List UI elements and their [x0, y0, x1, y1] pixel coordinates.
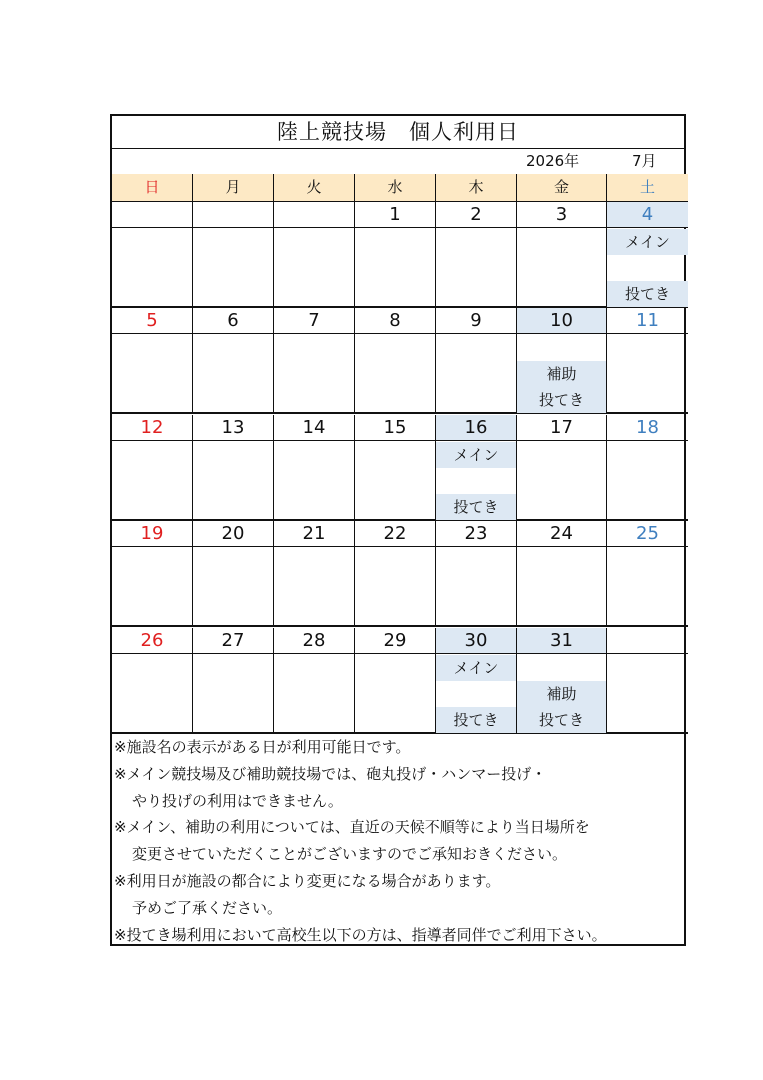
day-number: 31: [517, 628, 606, 654]
day-number: 10: [517, 308, 606, 334]
day-number: 18: [607, 415, 688, 441]
day-cell: [517, 308, 607, 414]
day-number: 30: [436, 628, 516, 654]
note-line: ※メイン、補助の利用については、直近の天候不順等により当日場所を: [114, 818, 590, 837]
facility-label: 投てき: [517, 387, 606, 413]
day-number: 25: [607, 521, 688, 547]
day-number: 16: [436, 415, 516, 441]
note-line: 変更させていただくことがございますのでご承知おきください。: [132, 845, 568, 864]
day-cell: [355, 415, 436, 521]
day-number: 23: [436, 521, 516, 547]
day-number: 4: [607, 202, 688, 228]
day-number: 1: [355, 202, 435, 228]
day-cell: [517, 202, 607, 308]
note-line: ※投てき場利用において高校生以下の方は、指導者同伴でご利用下さい。: [114, 925, 607, 944]
day-cell: [607, 628, 688, 734]
page-title: 陸上競技場 個人利用日: [112, 116, 684, 149]
facility-label: 補助: [517, 361, 606, 387]
day-number: [274, 202, 354, 228]
facility-label: 投てき: [436, 707, 516, 733]
day-cell: [193, 628, 274, 734]
day-cell: [274, 521, 355, 627]
day-number: 8: [355, 308, 435, 334]
note-line: ※利用日が施設の都合により変更になる場合があります。: [114, 871, 501, 890]
day-cell: [355, 521, 436, 627]
day-cell: [517, 628, 607, 734]
day-cell: [274, 308, 355, 414]
day-number: 3: [517, 202, 606, 228]
weekday-header-cell: 水: [355, 174, 436, 202]
day-number: 24: [517, 521, 606, 547]
facility-label: 投てき: [607, 281, 688, 307]
day-cell: [607, 308, 688, 414]
year-month-row: [112, 148, 684, 175]
note-line: 予めご了承ください。: [132, 898, 283, 917]
note-line: ※メイン競技場及び補助競技場では、砲丸投げ・ハンマー投げ・: [114, 764, 547, 783]
facility-label: メイン: [436, 442, 516, 468]
weekday-header-cell: 金: [517, 174, 607, 202]
day-number: 12: [112, 415, 192, 441]
day-number: 15: [355, 415, 435, 441]
day-number: 13: [193, 415, 273, 441]
facility-label: 投てき: [517, 707, 606, 733]
day-number: 26: [112, 628, 192, 654]
day-number: 22: [355, 521, 435, 547]
day-number: [112, 202, 192, 228]
notes-section: [112, 734, 686, 944]
day-cell: [112, 202, 193, 308]
day-cell: [607, 415, 688, 521]
day-cell: [436, 628, 517, 734]
day-number: 7: [274, 308, 354, 334]
day-cell: [607, 202, 688, 308]
day-cell: [355, 202, 436, 308]
day-cell: [193, 521, 274, 627]
day-number: 21: [274, 521, 354, 547]
calendar-document: [110, 114, 686, 946]
day-cell: [517, 415, 607, 521]
day-number: [607, 628, 688, 654]
day-cell: [274, 415, 355, 521]
day-cell: [607, 521, 688, 627]
day-cell: [112, 308, 193, 414]
note-line: ※施設名の表示がある日が利用可能日です。: [114, 738, 411, 756]
weekday-header-cell: 土: [607, 174, 688, 202]
day-cell: [436, 521, 517, 627]
weekday-header-cell: 火: [274, 174, 355, 202]
day-number: 29: [355, 628, 435, 654]
month-label: 7月: [632, 152, 657, 170]
year-label: 2026年: [526, 152, 580, 170]
day-number: 11: [607, 308, 688, 334]
day-number: 14: [274, 415, 354, 441]
day-cell: [274, 202, 355, 308]
note-line: やり投げの利用はできません。: [132, 791, 343, 810]
day-number: 6: [193, 308, 273, 334]
weekday-header-cell: 月: [193, 174, 274, 202]
day-cell: [436, 308, 517, 414]
facility-label: 補助: [517, 681, 606, 707]
day-cell: [193, 202, 274, 308]
day-number: [193, 202, 273, 228]
day-cell: [355, 308, 436, 414]
day-number: 2: [436, 202, 516, 228]
day-number: 9: [436, 308, 516, 334]
day-cell: [274, 628, 355, 734]
day-number: 20: [193, 521, 273, 547]
day-number: 17: [517, 415, 606, 441]
day-cell: [112, 415, 193, 521]
day-number: 28: [274, 628, 354, 654]
day-cell: [436, 202, 517, 308]
facility-label: メイン: [607, 229, 688, 255]
facility-label: 投てき: [436, 494, 516, 520]
day-number: 5: [112, 308, 192, 334]
day-cell: [193, 308, 274, 414]
day-cell: [112, 628, 193, 734]
weekday-header-cell: 日: [112, 174, 193, 202]
day-cell: [193, 415, 274, 521]
day-cell: [355, 628, 436, 734]
day-cell: [517, 521, 607, 627]
day-number: 19: [112, 521, 192, 547]
day-cell: [112, 521, 193, 627]
day-cell: [436, 415, 517, 521]
day-number: 27: [193, 628, 273, 654]
facility-label: メイン: [436, 655, 516, 681]
weekday-header-cell: 木: [436, 174, 517, 202]
